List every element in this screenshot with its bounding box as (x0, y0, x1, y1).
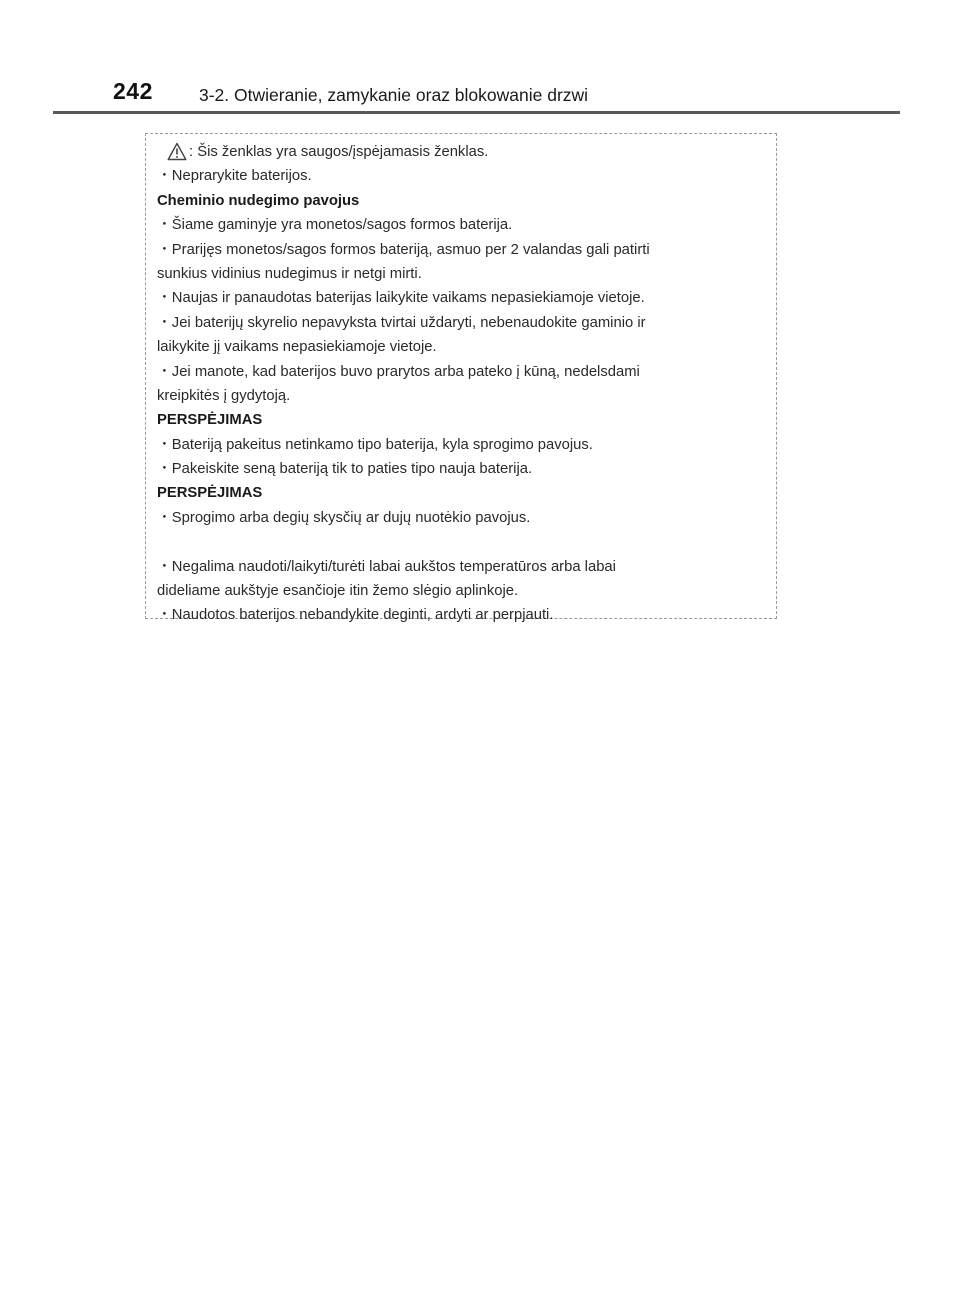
warning-text-line: dideliame aukštyje esančioje itin žemo slėgio aplinkoje. (157, 583, 519, 600)
warning-text-line: sunkius vidinius nudegimus ir netgi mirti. (157, 265, 422, 282)
warning-legend (157, 140, 772, 164)
warning-text-line: ・Prarijęs monetos/sagos formos bateriją, asmuo per 2 valandas gali patirti (157, 241, 650, 258)
warning-legend-text: : Šis ženklas yra saugos/įspėjamasis ženklas. (189, 144, 489, 160)
section-heading: Cheminio nudegimo pavojus (157, 192, 360, 209)
warning-text-line: ・Pakeiskite seną bateriją tik to paties tipo nauja baterija. (157, 461, 533, 478)
page-header (0, 0, 960, 116)
warning-text-line: ・Bateriją pakeitus netinkamo tipo baterija, kyla sprogimo pavojus. (157, 436, 593, 453)
page-number: 242 (113, 78, 153, 104)
chapter-title: 3-2. Otwieranie, zamykanie oraz blokowanie drzwi (199, 85, 589, 105)
warning-box-content (157, 140, 772, 628)
warning-text-line: ・Jei manote, kad baterijos buvo prarytos arba pateko į kūną, nedelsdami (157, 363, 640, 380)
section-heading: PERSPĖJIMAS (157, 412, 263, 429)
warning-triangle-icon (167, 142, 187, 161)
warning-text-line: ・Jei baterijų skyrelio nepavyksta tvirtai uždaryti, nebenaudokite gaminio ir (157, 314, 646, 331)
battery-warning-box (145, 133, 777, 624)
warning-text-line: ・Sprogimo arba degių skysčių ar dujų nuotėkio pavojus. (157, 509, 531, 526)
warning-text-line: laikykite jį vaikams nepasiekiamoje vietoje. (157, 339, 437, 356)
warning-text-line: ・Naujas ir panaudotas baterijas laikykite vaikams nepasiekiamoje vietoje. (157, 290, 645, 307)
warning-text-line: ・Negalima naudoti/laikyti/turėti labai aukštos temperatūros arba labai (157, 558, 616, 575)
section-heading: PERSPĖJIMAS (157, 485, 263, 502)
blank-line (157, 530, 772, 554)
warning-text-line: ・Šiame gaminyje yra monetos/sagos formos baterija. (157, 217, 513, 234)
warning-text-line: ・Naudotos baterijos nebandykite deginti, ardyti ar perpjauti. (157, 607, 554, 624)
warning-text-line: kreipkitės į gydytoją. (157, 387, 291, 404)
header-divider (53, 111, 900, 114)
warning-text-line: ・Neprarykite baterijos. (157, 168, 312, 185)
warning-lines (157, 164, 772, 627)
